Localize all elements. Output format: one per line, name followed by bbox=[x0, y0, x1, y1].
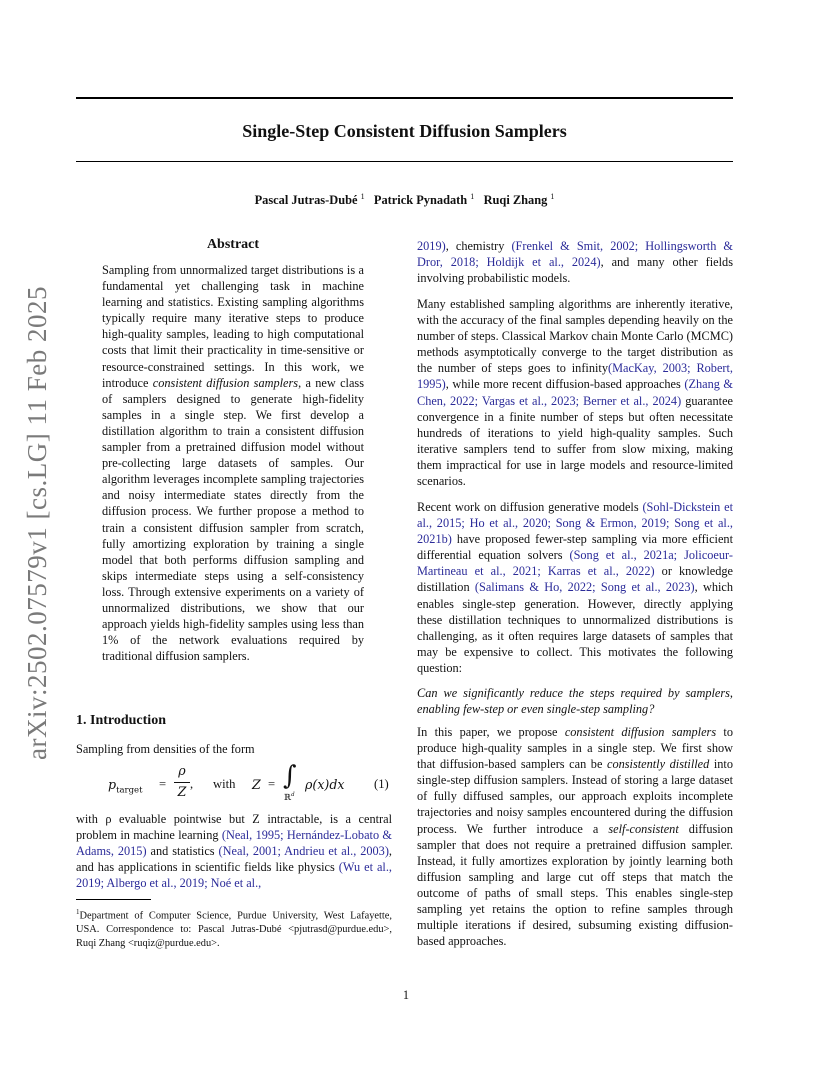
citation-link[interactable]: (Sohl-Dickstein et al., 2015; Ho et al., 2020; Song & Ermon, 2019; Song et al., 2021b) bbox=[417, 500, 734, 547]
eq-p: p bbox=[108, 777, 117, 792]
eq-domain bbox=[284, 791, 294, 803]
title-top-rule bbox=[76, 97, 733, 99]
body-text: to produce high-quality samples in a single step. We first show that diffusion-based samplers can be bbox=[417, 725, 734, 772]
right-paragraph-5 bbox=[417, 724, 733, 949]
body-text: into single-step diffusion samplers. Instead of storing a large dataset of fully diffused samples, our approach exploits incomplete trajectories and noisy samples encountered during the diffusion process. We further introduce a bbox=[417, 757, 733, 836]
citation-link[interactable]: 2019) bbox=[417, 239, 446, 253]
abstract-part: , a new class of samplers designed to generate high-fidelity samples in a single step. We first develop a distillation algorithm to train a consistent diffusion sampler from a pretrained diffusion model without pre-collecting large datasets of samples. Our algorithm leverages incomplete sampling trajectories and noisy intermediate states directly from the diffusion process. We further propose a method to train a consistent diffusion sampler from scratch, fully amortizing exploration by training a single model that both performs diffusion sampling and skips intermediate steps using a self-consistency loss. Through extensive experiments on a variety of unnormalized distributions, we show that our approach yields high-fidelity samples using less than 1% of the network evaluations required by traditional diffusion samplers. bbox=[102, 375, 364, 664]
eq-numerator: ρ bbox=[178, 763, 186, 778]
body-text: , while more recent diffusion-based approaches bbox=[445, 377, 685, 392]
eq-equals-2: = bbox=[268, 777, 276, 791]
eq-domain-symbol: ℝ bbox=[284, 791, 292, 802]
body-emphasis: consistently distilled bbox=[607, 757, 710, 772]
author-affiliation: 1 bbox=[550, 192, 555, 201]
author-affiliation: 1 bbox=[470, 192, 475, 201]
abstract-emphasis: consistent diffusion samplers bbox=[152, 375, 299, 390]
eq-domain-dimension: d bbox=[291, 791, 295, 798]
arxiv-identifier: arXiv:2502.07579v1 [cs.LG] 11 Feb 2025 bbox=[22, 286, 52, 760]
eq-subscript: target bbox=[116, 785, 143, 796]
right-paragraph-3 bbox=[417, 499, 733, 676]
footnote-text: Department of Computer Science, Purdue University, West Lafayette, USA. Correspondence to: Pascal Jutras-Dubé <pjutrasd@purdue.edu>, Ruqi Zhang <ruqiz@purdue.edu>. bbox=[76, 910, 392, 950]
abstract-heading: Abstract bbox=[206, 237, 260, 252]
footnote-rule bbox=[76, 899, 151, 900]
citation-link[interactable]: (MacKay, 2003; Robert, 1995) bbox=[417, 361, 733, 392]
intro-paragraph bbox=[76, 811, 392, 891]
eq-comma: , bbox=[190, 777, 194, 791]
body-text: In this paper, we propose bbox=[417, 725, 565, 739]
body-text: or knowledge distillation bbox=[417, 564, 733, 595]
body-emphasis: consistent diffusion samplers bbox=[564, 725, 717, 739]
citation-link[interactable]: (Neal, 2001; Andrieu et al., 2003) bbox=[218, 844, 389, 859]
intro-lead: Sampling from densities of the form bbox=[76, 742, 255, 756]
intro-text: and statistics bbox=[146, 844, 219, 859]
footnote-mark: 1 bbox=[76, 908, 80, 916]
body-text: Recent work on diffusion generative models bbox=[417, 500, 643, 514]
citation-link[interactable]: (Salimans & Ho, 2022; Song et al., 2023) bbox=[474, 580, 695, 595]
intro-text: , and has applications in scientific fields like physics bbox=[76, 844, 392, 875]
body-text: , chemistry bbox=[445, 239, 512, 253]
eq-number: (1) bbox=[374, 777, 389, 791]
integral-icon: ∫ bbox=[283, 761, 297, 791]
citation-link[interactable]: (Frenkel & Smit, 2002; Hollingsworth & Dror, 2018; Holdijk et al., 2024) bbox=[417, 239, 734, 270]
eq-fraction-bar bbox=[174, 782, 190, 783]
body-text: Many established sampling algorithms are inherently iterative, with the accuracy of the final samples depending heavily on the number of steps. Classical Markov chain Monte Carlo (MCMC) methods asymptotically converge to the target distribution as the number of steps goes to infinity bbox=[417, 297, 733, 376]
abstract-text bbox=[102, 262, 364, 664]
section-heading-introduction: 1. Introduction bbox=[76, 713, 166, 728]
body-text: guarantee convergence in a finite number of steps but often necessitate hundreds of iterations to yield high-quality samples. Such iterative samplers tend to suffer from slow mixing, making them impractical for use in large models and resource-limited scenarios. bbox=[417, 393, 733, 489]
abstract-part: Sampling from unnormalized target distributions is a fundamental yet challenging task in machine learning and statistics. Existing sampling algorithms typically require many iterative steps to produce high-quality samples, leading to high computational costs that limit their practicality in time-sensitive or resource-constrained settings. In this work, we introduce bbox=[102, 263, 364, 390]
author-list bbox=[76, 192, 733, 208]
title-bottom-rule bbox=[76, 161, 733, 162]
intro-text: with ρ evaluable pointwise but Z intractable, is a central problem in machine learning bbox=[76, 812, 392, 843]
page-number: 1 bbox=[402, 988, 410, 1002]
citation-link[interactable]: (Neal, 1995; Hernández-Lobato & Adams, 2015) bbox=[76, 828, 392, 859]
body-emphasis: self-consistent bbox=[608, 821, 679, 836]
author-name: Pascal Jutras-Dubé bbox=[254, 193, 358, 208]
eq-integrand: ρ(x)dx bbox=[305, 777, 345, 792]
right-paragraph-1 bbox=[417, 238, 733, 286]
footnote bbox=[76, 905, 392, 951]
author-name: Ruqi Zhang bbox=[483, 193, 548, 208]
body-text: diffusion sampler that does not require a pretrained diffusion sampler. Instead, it fully amortizes exploration by jointly learning both diffusion sampling and large cut off steps that match the outcome of paths of small steps. This enables single-step sampling yet retains the option to refine samples through multiple iterations if desired, subsuming existing diffusion-based approaches. bbox=[417, 821, 733, 949]
paper-title: Single-Step Consistent Diffusion Samplers bbox=[242, 121, 567, 141]
citation-link[interactable]: (Song et al., 2021a; Jolicoeur-Martineau et al., 2021; Karras et al., 2022) bbox=[417, 548, 733, 579]
research-question: Can we significantly reduce the steps required by samplers, enabling few-step or even single-step sampling? bbox=[417, 686, 733, 717]
right-paragraph-2 bbox=[417, 296, 733, 489]
author-affiliation: 1 bbox=[360, 192, 365, 201]
eq-Z: Z bbox=[252, 777, 261, 792]
eq-equals: = bbox=[159, 777, 167, 791]
equation-1 bbox=[76, 763, 392, 805]
citation-link[interactable]: (Wu et al., 2019; Albergo et al., 2019; Noé et al., bbox=[76, 860, 392, 891]
eq-ptarget bbox=[108, 777, 143, 796]
author-name: Patrick Pynadath bbox=[373, 193, 468, 208]
body-text: have proposed fewer-step sampling via more efficient differential equation solvers bbox=[417, 532, 733, 563]
body-text: , and many other fields involving probabilistic models. bbox=[417, 255, 733, 286]
eq-denominator: Z bbox=[177, 784, 187, 799]
body-text: , which enables single-step generation. However, directly applying these distillation techniques to unnormalized distributions is challenging, as it often requires large datasets of samples that may be expensive to collect. This motivates the following question: bbox=[417, 580, 734, 675]
eq-with: with bbox=[213, 777, 236, 791]
citation-link[interactable]: (Zhang & Chen, 2022; Vargas et al., 2023; Berner et al., 2024) bbox=[417, 377, 733, 408]
